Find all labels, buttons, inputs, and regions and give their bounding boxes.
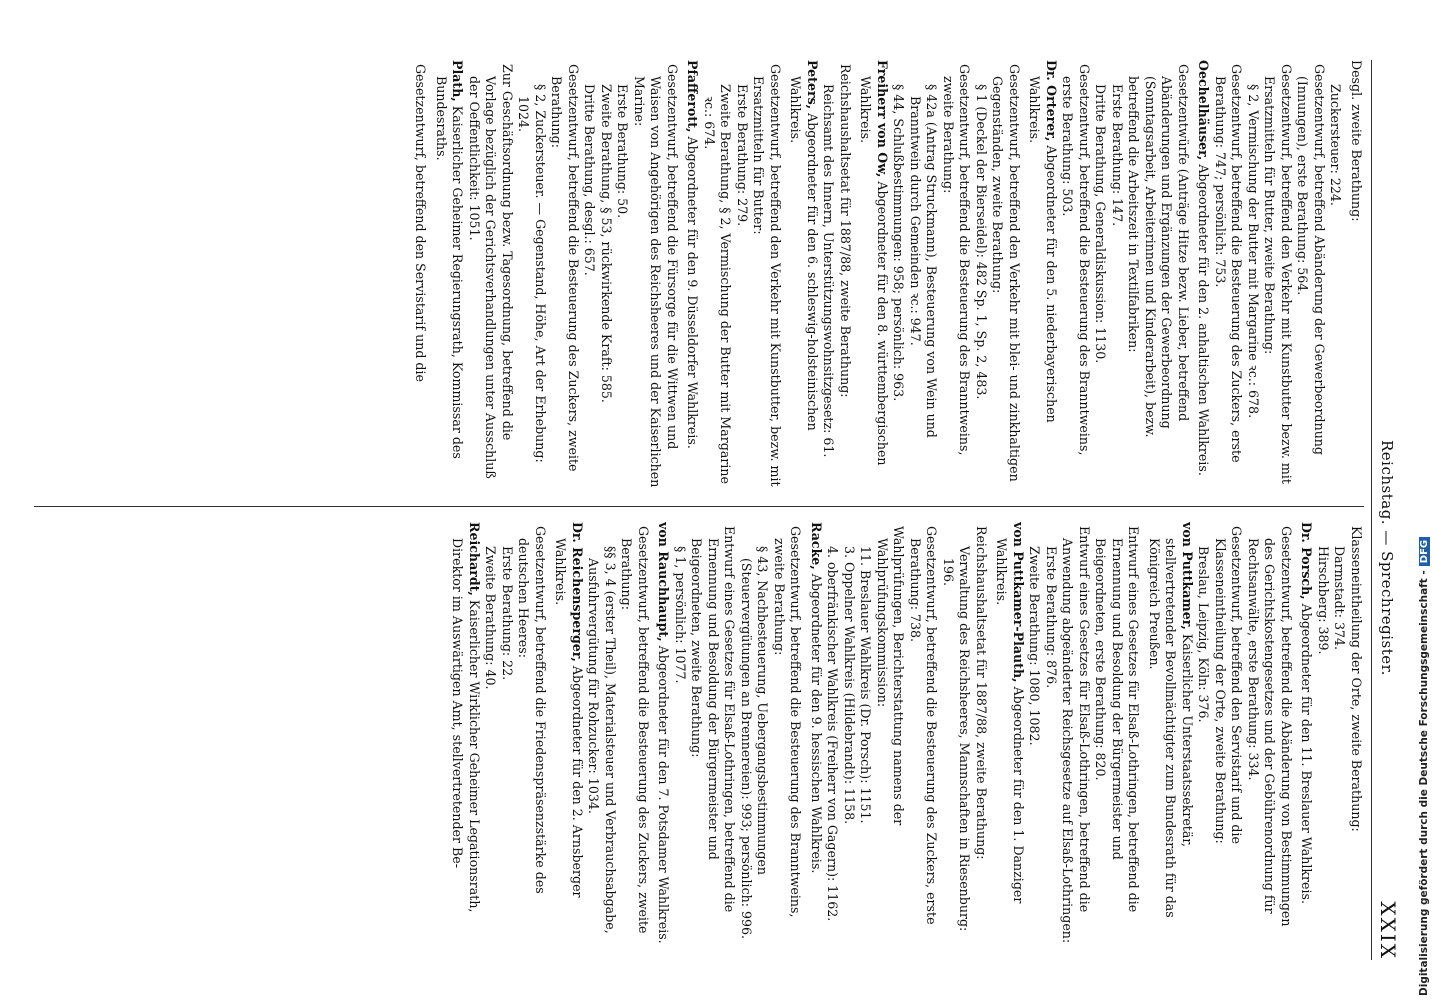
register-line: Desgl. zweite Berathung: — [1349, 60, 1364, 222]
entry-name: Reichardt, — [467, 522, 482, 596]
register-line: Zweite Berathung: 40. — [483, 546, 499, 690]
entry-name: Dr. Reichensperger, — [570, 522, 585, 662]
entry-name: Racke, — [809, 522, 824, 570]
register-line: § 44, Schlußbestimmungen: 958; persönlich: 963. — [891, 84, 907, 402]
register-entry — [433, 60, 466, 490]
register-line: Gesetzentwurf, betreffend die Besteuerung des Branntweins, zweite Berathung: — [772, 526, 804, 918]
register-entry — [1026, 60, 1059, 490]
register-line: Gesetzentwurf, betreffend die Besteuerung des Zuckers, zweite Berathung: — [549, 64, 581, 472]
register-line: 4. oberfränkischer Wahlkreis (Freiherr von Gagern): 1162. — [825, 546, 841, 922]
register-line: Gesetzentwurf, betreffend die Besteuerung des Branntweins, zweite Berathung: — [941, 64, 973, 456]
entry-description: Abgeordneter für den 7. Potsdamer Wahlkreis. — [656, 645, 672, 944]
register-line: Verwaltung des Reichsheeres, Mannschaften in Riesenburg: 196. — [941, 546, 973, 932]
digitization-credit — [1418, 537, 1430, 996]
register-line: Gesetzentwurf, betreffend die Besteuerung des Branntweins, erste Berathung: 503. — [1060, 64, 1092, 456]
register-line: Reichshaushaltsetat für 1887/88, zweite Berathung: — [838, 64, 853, 398]
register-line: Entwurf eines Gesetzes für Elsaß-Lothringen, betreffend die Ernennung und Besoldung der Bürgermeister und Beigeordneten, zweite Berathung: — [689, 526, 738, 913]
register-entry — [552, 522, 585, 952]
register-entry — [655, 522, 672, 952]
entry-name: Oechelhäuser, — [1196, 60, 1212, 161]
register-line: Gesetzentwurf, betreffend Abänderung der Gewerbeordnung (Innungen), erste Berathung: 564. — [1295, 64, 1327, 455]
rotated-register-page — [16, 0, 1416, 1000]
register-line: Erste Berathung: 22. — [500, 546, 515, 681]
register-line: Wahlprüfungen, Berichterstattung namens der Wahlprüfungskommission: — [875, 526, 907, 826]
page-title: Reichstag. — Sprechregister. — [1378, 440, 1396, 676]
register-line: Gesetzentwurf, betreffend die Besteuerung des Zuckers, zweite Berathung: — [619, 526, 651, 934]
entry-name: Dr. Porsch, — [1299, 522, 1315, 600]
register-line: 3. Oppelner Wahlkreis (Hildebrandt): 1158. — [842, 546, 857, 825]
register-entry — [808, 522, 825, 952]
running-head — [1372, 60, 1402, 960]
register-line: Gesetzentwurf, betreffend die Fürsorge für die Wittwen und Waisen von Angehörigen des Reichsheeres und der Kaiserlichen Marine: — [632, 64, 680, 488]
register-entry — [684, 60, 701, 490]
register-line: § 43, Nachbesteuerung, Uebergangsbestimmungen (Steuervergütungen an Brennereien): 993; persönlich: 996. — [739, 546, 771, 940]
register-line: Gesetzentwurf, betreffend den Verkehr mit Kunstbutter bezw. mit Ersatzmitteln für Butter, zweite Berathung: — [1262, 64, 1294, 484]
credit-text: Digitalisierung gefördert durch die Deutsche Forschungsgemeinschaft - — [1418, 570, 1430, 996]
register-line: Zweite Berathung, § 53, rückwirkende Kraft: 585. — [599, 84, 614, 403]
register-line: Gesetzentwurf, betreffend den Verkehr mit blei- und zinkhaltigen Gegenständen, zweite Berathung: — [990, 64, 1022, 482]
register-line: Gesetzentwurf, betreffend den Servistarif und die — [413, 64, 429, 382]
entry-description: Abgeordneter für den 5. niederbayerischen Wahlkreis. — [1027, 76, 1059, 423]
entry-name: von Puttkamer, — [1180, 522, 1195, 630]
register-columns — [34, 60, 1364, 960]
left-column — [34, 60, 1364, 490]
register-line: Dritte Berathung, desgl.: 657. — [582, 84, 598, 276]
register-line: Entwurf eines Gesetzes für Elsaß-Lothringen, betreffend die Ernennung und Besoldung der Bürgermeister und Beigeordneten, erste Berathung: 820. — [1093, 526, 1142, 913]
register-line: Klasseneintheilung der Orte, zweite Berathung: — [1349, 526, 1364, 832]
register-entry — [1298, 522, 1315, 952]
register-line: Dritte Berathung, Generaldiskussion: 1130. — [1093, 84, 1109, 364]
entry-description: Abgeordneter für den 1. Danziger Wahlkreis. — [994, 538, 1026, 904]
entry-description: Abgeordneter für den 6. schleswig-holsteinischen Wahlkreis. — [788, 76, 820, 431]
entry-description: Kaiserlicher Unterstaatssekretär, stellvertretender Bevollmächtigter zum Bundesrath für das Königreich Preußen. — [1147, 538, 1195, 918]
register-line: §§ 3, 4 (erster Theil), Materialsteuer und Verbrauchsabgabe, Ausfuhrvergütung für Rohzucker: 1034. — [586, 546, 618, 934]
register-line: Entwurf eines Gesetzes für Elsaß-Lothringen, betreffend die Anwendung abgeänderter Reichsgesetze auf Elsaß-Lothringen: — [1060, 526, 1092, 944]
page-folio: XXIX — [1376, 901, 1400, 960]
entry-description: Abgeordneter für den 2. Arnsberger Wahlkreis. — [553, 538, 585, 898]
entry-description: Abgeordneter für den 11. Breslauer Wahlkreis. — [1299, 603, 1315, 904]
register-line: Gesetzentwurf, betreffend den Servistarif und die Klasseneintheilung der Orte, zweite Berathung: — [1213, 526, 1245, 844]
register-line: Breslau, Leipzig, Köln: 376. — [1196, 546, 1212, 723]
register-line: § 1, persönlich: 1077. — [673, 546, 688, 684]
register-entry — [787, 60, 820, 490]
entry-name: Plath, — [450, 60, 466, 102]
entry-description: Abgeordneter für den 8. württembergischen Wahlkreis. — [858, 76, 890, 466]
register-line: Hirschberg: 389. — [1316, 546, 1331, 655]
register-line: Gesetzentwurf, betreffend die Abänderung von Bestimmungen des Gerichtskostengesetzes und der Gebührenordnung für Rechtsanwälte, erste Berathung: 334. — [1246, 526, 1294, 927]
register-line: Gesetzentwürfe (Anträge Hitze bezw. Lieber, betreffend Abänderungen und Ergänzungen der Gewerbeordnung (Sonntagsarbeit, Arbeiterinnen und Kinderarbeit), bezw. betreffend die Arbeitszeit in Textilfabriken: — [1126, 64, 1191, 438]
register-line: Gesetzentwurf, betreffend die Friedenspräsenzstärke des deutschen Heeres: — [516, 526, 548, 894]
register-entry — [857, 60, 890, 490]
register-line: § 1 (Deckel der Bierseidel): 482 Sp. 1, Sp. 2, 483. — [974, 84, 989, 400]
entry-name: von Puttkamer-Plauth, — [1011, 522, 1026, 683]
entry-name: von Rauchhaupt, — [656, 522, 672, 642]
register-entry — [449, 522, 482, 952]
register-entry — [993, 522, 1026, 952]
entry-name: Peters, — [805, 60, 820, 110]
register-line: Reichshaushaltsetat für 1887/88, zweite Berathung: — [974, 526, 989, 860]
entry-description: Abgeordneter für den 9. Düsseldorfer Wahlkreis. — [685, 136, 701, 449]
register-line: Gesetzentwurf, betreffend die Besteuerung des Zuckers, erste Berathung: 738. — [908, 526, 940, 925]
register-line: § 2, Vermischung der Butter mit Margarine ꝛc.: 678. — [1246, 84, 1261, 419]
entry-name: Pfafferott, — [685, 60, 701, 133]
register-line: § 42a (Antrag Struckmann), Besteuerung von Wein und Branntwein durch Gemeinden ꝛc.: 947. — [908, 84, 940, 438]
register-line: Reichsamt des Innern, Unterstützungswohnsitzgesetz: 61. — [821, 84, 837, 458]
entry-description: Kaiserlicher Wirklicher Geheimer Legationsrath, Direktor im Auswärtigen Amt, stellvertretender Be- — [450, 538, 482, 913]
register-line: Erste Berathung: 279. — [735, 84, 750, 227]
register-line: § 2, Zuckersteuer. — Gegenstand, Höhe, Art der Erhebung: 1024. — [516, 84, 548, 463]
header-rule — [1371, 60, 1372, 960]
dfg-logo: DFG — [1419, 537, 1430, 566]
register-line: Darmstadt: 374. — [1332, 546, 1348, 651]
register-line: Erste Berathung: 50. — [615, 84, 631, 219]
column-divider — [34, 506, 1364, 507]
entry-name: Dr. Orterer, — [1044, 60, 1059, 142]
register-line: Zweite Berathung, § 2, Vermischung der Butter mit Margarine ꝛc.: 674. — [702, 84, 734, 484]
register-entry — [1146, 522, 1196, 952]
digitization-credit-strip — [1416, 0, 1432, 1000]
register-line: Zur Geschäftsordnung bezw. Tagesordnung, betreffend die Vorlage bezüglich der Gerichtsverhandlungen unter Ausschluß der Oeffentlichkeit: 1051. — [467, 64, 515, 479]
register-line: Erste Berathung: 876. — [1044, 546, 1059, 689]
register-line: Zuckersteuer: 224. — [1328, 84, 1344, 206]
register-entry — [1195, 60, 1212, 490]
register-line: Erste Berathung: 147. — [1110, 84, 1125, 227]
right-column — [34, 522, 1364, 952]
entry-description: Abgeordneter für den 2. anhaltischen Wahlkreis. — [1196, 164, 1212, 476]
entry-description: Kaiserlicher Geheimer Regierungsrath, Kommissar des Bundesraths. — [434, 76, 466, 459]
register-line: Gesetzentwurf, betreffend die Besteuerung des Zuckers, erste Berathung: 747; persönlich: 753. — [1213, 64, 1245, 463]
register-line: Zweite Berathung: 1080, 1082. — [1027, 546, 1043, 746]
register-line: 11. Breslauer Wahlkreis (Dr. Porsch): 1151. — [858, 546, 874, 824]
entry-description: Abgeordneter für den 9. hessischen Wahlkreis. — [809, 573, 824, 874]
register-line: Gesetzentwurf, betreffend den Verkehr mit Kunstbutter, bezw. mit Ersatzmitteln für Butter: — [751, 64, 783, 487]
entry-name: Freiherr von Ow, — [875, 60, 890, 178]
